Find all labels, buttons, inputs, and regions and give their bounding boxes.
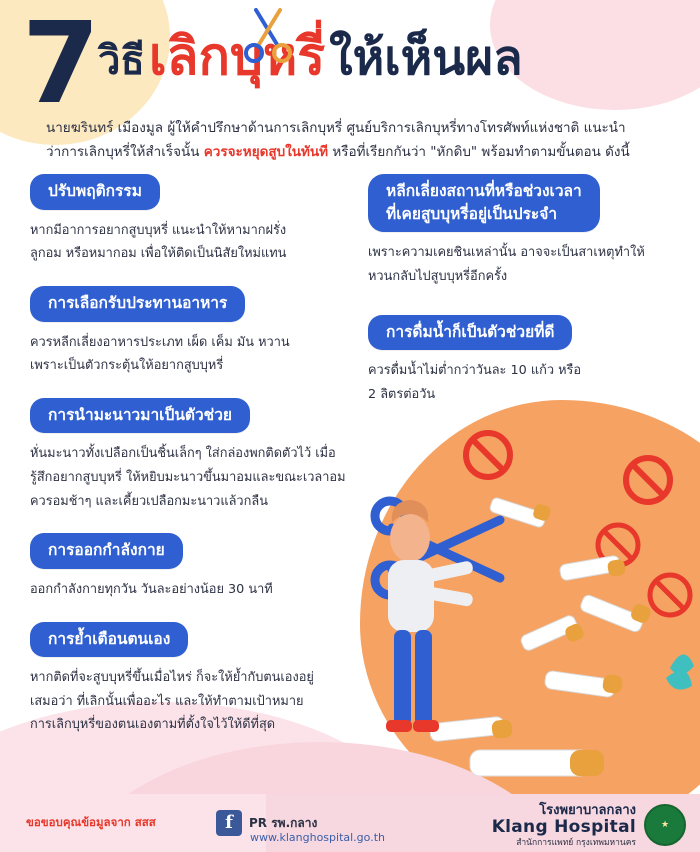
website-link[interactable]: www.klanghospital.go.th <box>250 831 385 844</box>
credit-text: ขอขอบคุณข้อมูลจาก สสส <box>26 815 156 829</box>
tip-food-title: การเลือกรับประทานอาหาร <box>30 286 245 321</box>
tip-self-reminder-title: การย้ำเตือนตนเอง <box>30 622 188 657</box>
tip-exercise-body-line-1: ออกกำลังกายทุกวัน วันละอย่างน้อย 30 นาที <box>30 581 273 597</box>
intro-paragraph <box>46 117 674 164</box>
tip-self-reminder-body-line-3: การเลิกบุหรี่ของตนเองตามที่ตั้งใจไว้ให้ดีที่สุด <box>30 717 276 733</box>
tip-drink-water-title: การดื่มน้ำก็เป็นตัวช่วยที่ดี <box>368 315 572 350</box>
tip-lime <box>30 398 350 513</box>
title-word-result: ให้เห็นผล <box>329 30 523 86</box>
facebook-icon: f <box>216 810 242 836</box>
title-number: 7 <box>22 0 96 130</box>
tip-self-reminder <box>30 622 350 737</box>
tip-food-body-line-2: เพราะเป็นตัวกระตุ้นให้อยากสูบบุหรี่ <box>30 358 224 374</box>
tip-self-reminder-body-line-1: หากติดที่จะสูบบุหรี่ขึ้นเมื่อไหร่ ก็จะให้ย้ำกับตนเองอยู่ <box>30 669 314 685</box>
hospital-subtitle: สำนักการแพทย์ กรุงเทพมหานคร <box>516 837 636 848</box>
tip-food-body-line-1: ควรหลีกเลี่ยงอาหารประเภท เผ็ด เค็ม มัน หวาน <box>30 334 290 350</box>
tip-drink-water-body-line-2: 2 ลิตรต่อวัน <box>368 386 436 402</box>
intro-line-2-pre: ว่าการเลิกบุหรี่ให้สำเร็จนั้น <box>46 143 204 160</box>
tip-exercise-body <box>30 578 350 602</box>
tip-drink-water-body-line-1: ควรดื่มน้ำไม่ต่ำกว่าวันละ 10 แก้ว หรือ <box>368 363 582 378</box>
tip-self-reminder-body <box>30 666 350 737</box>
tip-behavior-title: ปรับพฤติกรรม <box>30 174 160 209</box>
tips-container <box>0 174 700 757</box>
tip-avoid-places-body-line-2: หวนกลับไปสูบบุหรี่อีกครั้ง <box>368 268 508 284</box>
tip-lime-body-line-3: ควรอมช้าๆ และเคี้ยวเปลือกมะนาวแล้วกลืน <box>30 493 268 509</box>
tips-column-right <box>350 174 670 757</box>
title-word-method: วิธี <box>97 38 145 84</box>
tip-drink-water <box>368 315 670 407</box>
tip-food <box>30 286 350 378</box>
tip-behavior-body <box>30 219 350 266</box>
tip-exercise <box>30 533 350 601</box>
tip-behavior-body-line-1: หากมีอาการอยากสูบบุหรี่ แนะนำให้หามากฝรั่ง <box>30 222 287 238</box>
intro-highlight: ควรจะหยุดสูบในทันที <box>203 143 329 160</box>
intro-line-2-post: หรือที่เรียกกันว่า "หักดิบ" พร้อมทำตามขั้นตอน ดังนี้ <box>328 143 630 160</box>
tip-lime-body-line-1: หั่นมะนาวทั้งเปลือกเป็นชิ้นเล็กๆ ใส่กล่องพกติดตัวไว้ เมื่อ <box>30 446 336 462</box>
tip-avoid-places-title-line-2: ที่เคยสูบบุหรี่อยู่เป็นประจำ <box>386 204 558 223</box>
hospital-seal-icon: ★ <box>644 804 686 846</box>
scissors-icon <box>238 6 298 72</box>
intro-line-1: นายฆรินทร์ เมืองมูล ผู้ให้คำปรึกษาด้านการเลิกบุหรี่ ศูนย์บริการเลิกบุหรี่ทางโทรศัพท์แห่งชาติ แนะนำ <box>46 120 626 136</box>
tip-avoid-places <box>368 174 670 288</box>
tip-drink-water-body <box>368 359 670 406</box>
tip-avoid-places-body-line-1: เพราะความเคยชินเหล่านั้น อาจจะเป็นสาเหตุทำให้ <box>368 245 645 261</box>
hospital-name-th: โรงพยาบาลกลาง <box>539 802 636 818</box>
tip-self-reminder-body-line-2: เสมอว่า ที่เลิกนั้นเพื่ออะไร และให้ทำตามเป้าหมาย <box>30 693 304 709</box>
hospital-name-en: Klang Hospital <box>491 817 636 838</box>
tips-column-left <box>30 174 350 757</box>
intro-line-2 <box>46 141 674 165</box>
tip-avoid-places-title-line-1: หลีกเลี่ยงสถานที่หรือช่วงเวลา <box>386 182 582 201</box>
tip-lime-title: การนำมะนาวมาเป็นตัวช่วย <box>30 398 250 433</box>
tip-lime-body-line-2: รู้สึกอยากสูบบุหรี่ ให้หยิบมะนาวขึ้นมาอมและขณะเวลาอม <box>30 470 346 486</box>
tip-avoid-places-body <box>368 241 670 288</box>
tip-avoid-places-title <box>368 174 600 232</box>
tip-behavior <box>30 174 350 266</box>
tip-lime-body <box>30 442 350 513</box>
tip-behavior-body-line-2: ลูกอม หรือหมากอม เพื่อให้ติดเป็นนิสัยใหม่แทน <box>30 246 287 262</box>
title-word-quit: เลิกบุหรี่ <box>148 27 326 87</box>
footer <box>0 794 700 852</box>
hospital-branding <box>492 803 686 848</box>
facebook-label: PR รพ.กลาง <box>249 815 318 830</box>
tip-food-body <box>30 331 350 378</box>
tip-exercise-title: การออกกำลังกาย <box>30 533 183 568</box>
